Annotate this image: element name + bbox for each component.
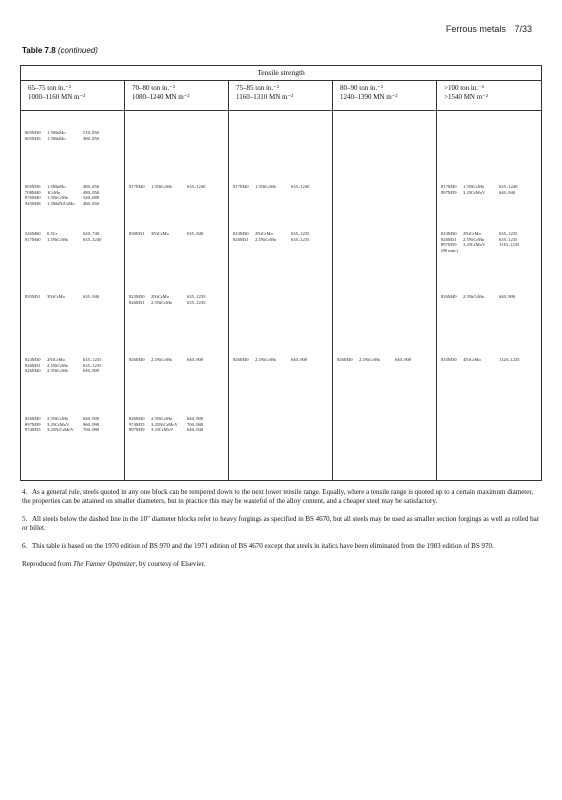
steel-strength-range: 635–1235: [83, 362, 102, 368]
steel-designation: 826M40: [441, 294, 457, 299]
steel-entry: [441, 190, 525, 196]
steel-composition: 3NiCrMo: [151, 231, 169, 236]
data-table: [20, 65, 542, 481]
steel-entry: [25, 136, 109, 142]
steel-entry: [25, 237, 109, 243]
table-cell: [129, 294, 213, 305]
steel-composition: 1.5NiCrMo: [47, 195, 69, 201]
steel-composition: 2NiCrMo: [47, 357, 65, 362]
steel-strength-range: 640–900: [499, 294, 516, 299]
steel-strength-range: 635–940: [83, 294, 100, 299]
steel-designation: 897M39: [441, 242, 457, 248]
steel-designation: 897M39: [129, 427, 145, 433]
table-cell: [337, 357, 421, 363]
column-header: 70–80 ton in.⁻² 1080–1240 MN m⁻²: [132, 84, 190, 101]
steel-designation: 835M30: [441, 357, 457, 362]
steel-entry: [25, 368, 109, 374]
steel-designation: 826M31: [441, 236, 457, 242]
column-divider: [436, 80, 437, 480]
steel-composition: 1CrMo: [47, 189, 61, 195]
steel-composition: 2.5NiCrMo: [255, 357, 277, 362]
steel-entry: [25, 427, 109, 433]
steel-designation: 708M40: [25, 189, 41, 195]
header-divider-top: [20, 80, 542, 81]
steel-designation: 897M39: [441, 189, 457, 195]
steel-designation: 835M31: [25, 294, 41, 299]
steel-entry: [129, 357, 213, 363]
steel-designation: 817M40: [129, 184, 145, 189]
steel-composition: 3.25NiCrMoV: [151, 421, 178, 427]
table-cell: [25, 294, 109, 300]
page-number: 7/33: [514, 24, 532, 34]
steel-composition: 3NiCrMo: [47, 294, 65, 299]
steel-designation: 817M40: [233, 184, 249, 189]
steel-strength-range: 620–740: [83, 231, 100, 236]
steel-designation: (80 min.): [441, 247, 459, 253]
steel-strength-range: 640–900: [187, 357, 204, 362]
steel-composition: 2.5NiCrMo: [151, 416, 173, 421]
steel-composition: 1.5MnMo: [47, 135, 66, 141]
column-header: >100 ton in.⁻² >1540 MN m⁻²: [444, 84, 488, 101]
steel-designation: 605M30: [25, 130, 41, 135]
steel-composition: 4NiCrMo: [463, 357, 481, 362]
steel-strength-range: 480–950: [83, 189, 100, 195]
steel-composition: [463, 248, 499, 254]
table-left-border: [20, 66, 21, 480]
table-right-border: [541, 66, 542, 480]
steel-strength-range: 640–900: [291, 357, 308, 362]
steel-strength-range: 635–1240: [291, 184, 310, 189]
steel-designation: 817M40: [25, 236, 41, 242]
steel-entry: [25, 201, 109, 207]
column-divider: [228, 80, 229, 480]
steel-entry: [25, 294, 109, 300]
steel-designation: 826M40: [129, 416, 145, 421]
steel-strength-range: 635–940: [187, 231, 204, 236]
steel-entry: [441, 357, 525, 363]
table-cell: [25, 416, 109, 433]
steel-entry: [337, 357, 421, 363]
reproduction-credit: Reproduced from The Fanner Optimizer, by courtesy of Elsevier.: [22, 560, 206, 568]
steel-strength-range: 540–680: [83, 195, 100, 201]
table-cell: [233, 357, 317, 363]
steel-strength-range: 635–1235: [291, 236, 310, 242]
steel-strength-range: 635–1235: [291, 231, 310, 236]
steel-composition: 1.5MnNiCrMo: [47, 200, 75, 206]
steel-strength-range: 635–1235: [187, 299, 206, 305]
steel-composition: 2.5NiCrMo: [47, 416, 69, 421]
steel-composition: 3.25CrMoV: [463, 242, 486, 248]
steel-entry: [441, 294, 525, 300]
table-cell: [441, 184, 525, 195]
steel-entry: [129, 184, 213, 190]
steel-strength-range: 700–980: [187, 421, 204, 427]
steel-composition: 2NiCrMo: [463, 231, 481, 236]
steel-composition: 2.5NiCrMo: [151, 299, 173, 305]
table-cell: [129, 416, 213, 433]
table-cell: [129, 184, 213, 190]
steel-designation: 945M38: [25, 200, 41, 206]
steel-composition: 1.5MnMo: [47, 130, 66, 135]
steel-designation: 974M35: [25, 427, 41, 433]
steel-designation: 826M31: [25, 362, 41, 368]
steel-designation: 830M31: [129, 231, 145, 236]
table-cell: [441, 231, 525, 253]
steel-strength-range: [499, 248, 525, 254]
steel-strength-range: 1110–1235: [499, 242, 520, 248]
steel-composition: 1.5NiCrMo: [463, 184, 485, 189]
steel-designation: 897M39: [25, 421, 41, 427]
steel-strength-range: 1120–1235: [499, 357, 520, 362]
table-caption-suffix: (continued): [57, 46, 98, 55]
column-header: 80–90 ton in.⁻² 1240–1390 MN m⁻²: [340, 84, 398, 101]
steel-designation: 605M36: [25, 135, 41, 141]
steel-strength-range: 960–990: [83, 421, 100, 427]
steel-composition: 1.5NiCrMo: [47, 236, 69, 242]
steel-designation: 526M60: [25, 231, 41, 236]
steel-strength-range: 640–940: [187, 427, 204, 433]
steel-designation: 974M35: [129, 421, 145, 427]
steel-composition: 2.5NiCrMo: [47, 368, 69, 374]
steel-strength-range: 640–900: [83, 368, 100, 374]
steel-composition: 1.5MnMo: [47, 184, 66, 189]
steel-composition: 2NiCrMo: [151, 294, 169, 299]
column-header: 65–75 ton in.⁻² 1000–1160 MN m⁻²: [28, 84, 86, 101]
steel-strength-range: 635–1235: [187, 294, 206, 299]
steel-composition: 2.5NiCrMo: [359, 357, 381, 362]
steel-designation: 826M31: [233, 236, 249, 242]
steel-designation: 605M36: [25, 184, 41, 189]
steel-strength-range: 480–850: [83, 184, 100, 189]
steel-strength-range: 640–900: [187, 416, 204, 421]
table-caption-label: Table 7.8: [22, 46, 56, 55]
table-cell: [441, 294, 525, 300]
steel-designation: 823M30: [129, 294, 145, 299]
steel-strength-range: 480–850: [83, 135, 100, 141]
note-6: 6. This table is based on the 1970 edition of BS 970 and the 1971 edition of BS 4670 except that steels in italics have been eliminated from the 1983 edition of BS 970.: [22, 542, 494, 550]
table-cell: [129, 357, 213, 363]
steel-designation: 876M40: [25, 195, 41, 201]
steel-designation: 826M40: [233, 357, 249, 362]
tensile-strength-heading: Tensile strength: [257, 68, 305, 77]
steel-composition: 3.25CrMoV: [463, 189, 486, 195]
steel-entry: [441, 248, 525, 254]
column-divider: [124, 80, 125, 480]
steel-strength-range: 640–900: [83, 416, 100, 421]
steel-strength-range: 635–1240: [499, 184, 518, 189]
steel-designation: 823M30: [441, 231, 457, 236]
table-cell: [129, 231, 213, 237]
steel-designation: 826M40: [337, 357, 353, 362]
note-5: 5. All steels below the dashed line in the 10" diameter blocks refer to heavy forgings as specified in BS 4670, but all steels may be used as smaller section forgings as well as rolled bar or billet.: [22, 515, 540, 532]
column-header: 75–85 ton in.⁻² 1160–1310 MN m⁻²: [236, 84, 294, 101]
steel-designation: 823M30: [25, 357, 41, 362]
steel-entry: [129, 231, 213, 237]
steel-strength-range: 480–650: [83, 200, 100, 206]
table-cell: [233, 184, 317, 190]
steel-composition: 2NiCrMo: [255, 231, 273, 236]
table-cell: [233, 231, 317, 242]
steel-designation: 817M40: [441, 184, 457, 189]
table-caption: [22, 46, 98, 55]
header-divider-bottom: [20, 110, 542, 111]
steel-strength-range: 635–1235: [499, 236, 518, 242]
steel-composition: 3.25NiCrMoV: [47, 427, 74, 433]
steel-entry: [129, 300, 213, 306]
steel-strength-range: 635–1235: [499, 231, 518, 236]
steel-composition: 2.5NiCrMo: [463, 294, 485, 299]
steel-strength-range: 635–1235: [83, 357, 102, 362]
note-4: 4. As a general rule, steels quoted in any one block can be tempered down to the next lower tensile range. Equally, where a tensile range is quoted up to a certain maximum diameter, the properties can be attained on smaller diameters, but in practice this may be wasteful of the alloy content, and a cheaper steel may be satisfactory.: [22, 488, 534, 505]
steel-composition: 2.5NiCrMo: [255, 236, 277, 242]
table-cell: [25, 357, 109, 374]
steel-composition: 2.5NiCrMo: [463, 236, 485, 242]
steel-designation: 826M40: [129, 357, 145, 362]
steel-entry: [129, 427, 213, 433]
notes-section: [22, 488, 542, 569]
steel-composition: 1.5NiCrMo: [151, 184, 173, 189]
steel-designation: 826M40: [25, 368, 41, 374]
steel-designation: 826M40: [25, 416, 41, 421]
table-cell: [441, 357, 525, 363]
column-divider: [332, 80, 333, 480]
table-cell: [25, 231, 109, 242]
steel-strength-range: 700–980: [83, 427, 100, 433]
steel-designation: 826M31: [129, 299, 145, 305]
steel-strength-range: 635–1240: [83, 236, 102, 242]
page-header: [446, 24, 532, 34]
steel-composition: 3.25CrMoV: [151, 427, 174, 433]
steel-entry: [233, 184, 317, 190]
steel-composition: 1.5NiCrMo: [255, 184, 277, 189]
steel-composition: 3.25CrMoV: [47, 421, 70, 427]
table-cell: [25, 130, 109, 141]
steel-composition: 2.5NiCrMo: [47, 362, 69, 368]
steel-entry: [233, 357, 317, 363]
steel-composition: 2.5NiCrMo: [151, 357, 173, 362]
steel-composition: 0.5Cr: [47, 231, 58, 236]
steel-entry: [233, 237, 317, 243]
steel-designation: 823M30: [233, 231, 249, 236]
steel-strength-range: 640–940: [499, 189, 516, 195]
page-header-title: Ferrous metals: [445, 24, 506, 34]
steel-strength-range: 510–850: [83, 130, 100, 135]
steel-strength-range: 635–1240: [187, 184, 206, 189]
table-cell: [25, 184, 109, 206]
steel-strength-range: 640–900: [395, 357, 412, 362]
